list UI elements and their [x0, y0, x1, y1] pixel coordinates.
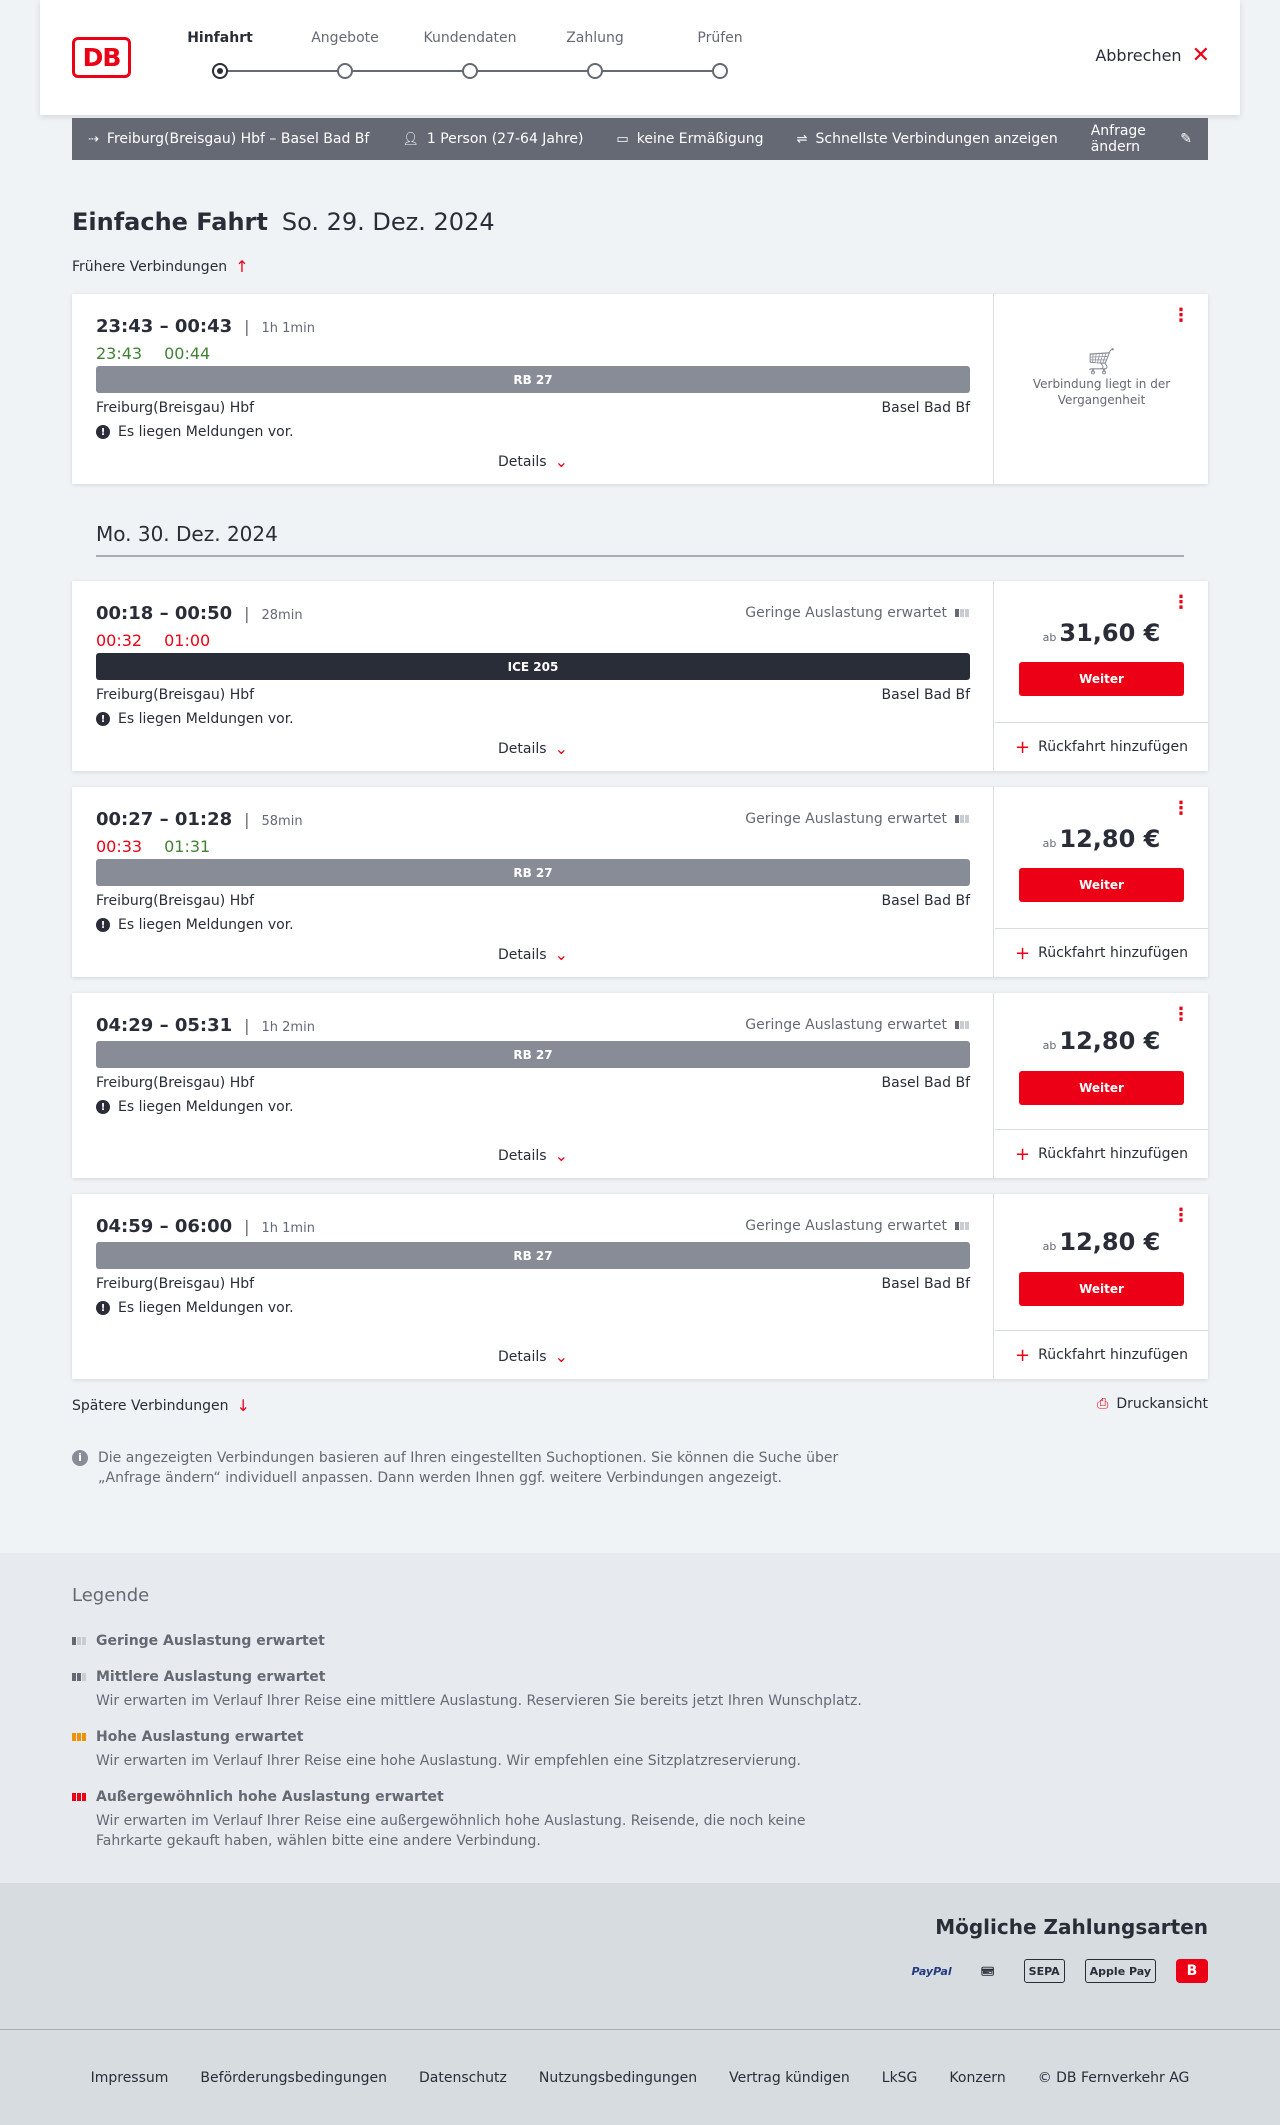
low-load-icon: [955, 1021, 969, 1029]
realtime-arrival: 01:31: [164, 837, 211, 856]
page-title: [72, 208, 495, 236]
later-connections-label: Spätere Verbindungen: [72, 1397, 229, 1414]
query-persons-text: 1 Person (27-64 Jahre): [426, 131, 584, 147]
continue-button[interactable]: Weiter: [1019, 662, 1184, 696]
past-text: Verbindung liegt in der Vergangenheit: [1032, 377, 1171, 407]
info-note: [72, 1448, 852, 1488]
step-label: Angebote: [311, 30, 379, 46]
legend-section: [0, 1553, 1280, 1883]
info-text: Die angezeigten Verbindungen basieren auf Ihren eingestellten Suchoptionen. Sie können die Suche über „Anfrage ändern“ individuell anpassen. Dann werden Ihnen ggf. weitere Verbindungen angezeigt.: [98, 1450, 839, 1486]
connection-card: [72, 787, 1208, 977]
legend-item-medium: [72, 1669, 972, 1711]
realtime-times: [96, 837, 210, 856]
connection-offer: [995, 581, 1208, 771]
arrow-down-icon: ↓: [236, 1396, 250, 1415]
price: [995, 825, 1208, 853]
connection-times: [96, 1216, 315, 1237]
footer-link-impressum[interactable]: Impressum: [90, 2069, 169, 2086]
payment-section: [0, 1883, 1280, 2029]
from-station: Freiburg(Breisgau) Hbf: [96, 1075, 255, 1091]
pencil-icon: ✎: [1180, 131, 1192, 147]
person-icon: 👤︎: [402, 131, 419, 147]
legend-item-desc: Wir erwarten im Verlauf Ihrer Reise eine außergewöhnlich hohe Auslastung. Reisende, die noch keine Fahrkarte gekauft haben, wählen bitte eine andere Verbindung.: [96, 1813, 806, 1849]
load-text: Geringe Auslastung erwartet: [745, 1017, 947, 1033]
query-persons: [402, 131, 583, 147]
stations: [96, 687, 970, 703]
legend-item-title: Hohe Auslastung erwartet: [96, 1729, 304, 1745]
step-hinfahrt: [150, 30, 290, 54]
details-toggle[interactable]: [72, 452, 994, 471]
query-discount: [616, 131, 763, 147]
past-notice: [995, 347, 1208, 408]
step-zahlung: [525, 30, 665, 54]
footer-link-nutzungsbedingungen[interactable]: Nutzungsbedingungen: [538, 2069, 698, 2086]
low-load-icon: [955, 1222, 969, 1230]
connection-card: [72, 1194, 1208, 1379]
cancel-label: Abbrechen: [1095, 46, 1182, 65]
footer-link-vertrag-kuendigen[interactable]: Vertrag kündigen: [729, 2069, 850, 2086]
details-toggle[interactable]: [72, 945, 994, 964]
duration: 28min: [261, 608, 303, 623]
duration: 1h 1min: [261, 321, 315, 336]
low-load-icon: [955, 609, 969, 617]
day-separator: Mo. 30. Dez. 2024: [96, 522, 1184, 557]
connection-times: [96, 1015, 315, 1036]
arrow-up-icon: ↑: [235, 257, 249, 276]
continue-button[interactable]: Weiter: [1019, 868, 1184, 902]
more-options-icon[interactable]: ⋮: [1172, 305, 1190, 326]
legend-item-desc: Wir erwarten im Verlauf Ihrer Reise eine hohe Auslastung. Wir empfehlen eine Sitzplatzreservierung.: [96, 1753, 801, 1769]
header: [40, 0, 1240, 115]
to-station: Basel Bad Bf: [881, 1075, 970, 1091]
separator: |: [244, 1217, 250, 1236]
legend-item-desc: Wir erwarten im Verlauf Ihrer Reise eine mittlere Auslastung. Reservieren Sie bereits jetzt Ihren Wunschplatz.: [96, 1693, 862, 1709]
connection-main: [72, 581, 994, 771]
realtime-arrival: 01:00: [164, 631, 211, 650]
add-return-label: Rückfahrt hinzufügen: [1038, 1347, 1188, 1363]
add-return-button[interactable]: [995, 1129, 1208, 1178]
to-station: Basel Bad Bf: [881, 1276, 970, 1292]
details-toggle[interactable]: [72, 1146, 994, 1165]
from-station: Freiburg(Breisgau) Hbf: [96, 1276, 255, 1292]
more-options-icon[interactable]: ⋮: [1172, 798, 1190, 819]
details-label: Details: [498, 453, 547, 470]
price-prefix: ab: [1042, 837, 1057, 850]
connection-offer: [995, 1194, 1208, 1379]
load-text: Geringe Auslastung erwartet: [745, 605, 947, 621]
query-option-text: Schnellste Verbindungen anzeigen: [815, 131, 1058, 147]
payment-title: Mögliche Zahlungsarten: [935, 1915, 1208, 1939]
from-station: Freiburg(Breisgau) Hbf: [96, 893, 255, 909]
price-prefix: ab: [1042, 1039, 1057, 1052]
paypal-icon: PayPal: [911, 1964, 952, 1978]
message-text: Es liegen Meldungen vor.: [118, 424, 294, 440]
exclamation-icon: !: [96, 1301, 110, 1315]
from-station: Freiburg(Breisgau) Hbf: [96, 687, 255, 703]
earlier-connections-label: Frühere Verbindungen: [72, 258, 228, 275]
price: [995, 619, 1208, 647]
connection-times: [96, 316, 315, 337]
chevron-down-icon: ⌄: [554, 1146, 568, 1165]
exclamation-icon: !: [96, 425, 110, 439]
legend-item-title: Mittlere Auslastung erwartet: [96, 1669, 326, 1685]
separator: |: [244, 1016, 250, 1035]
legend-item-title: Außergewöhnlich hohe Auslastung erwartet: [96, 1789, 444, 1805]
details-toggle[interactable]: [72, 739, 994, 758]
duration: 58min: [261, 814, 303, 829]
plus-icon: +: [1015, 942, 1031, 964]
load-indicator: [745, 1218, 969, 1234]
load-indicator: [745, 605, 969, 621]
details-label: Details: [498, 1348, 547, 1365]
payment-methods: [911, 1959, 1208, 1983]
stations: [96, 400, 970, 416]
connection-card: [72, 581, 1208, 771]
message-notice: [96, 1099, 294, 1115]
cart-icon: 🛒︎: [1084, 347, 1118, 377]
step-label: Kundendaten: [423, 30, 517, 46]
db-logo[interactable]: DB: [72, 37, 131, 78]
step-dot: [462, 63, 478, 79]
train-bar[interactable]: ICE 205: [96, 653, 970, 680]
load-indicator: [745, 1017, 969, 1033]
more-options-icon[interactable]: ⋮: [1172, 592, 1190, 613]
query-summary-bar: [72, 118, 1208, 160]
step-label: Hinfahrt: [187, 30, 253, 46]
time-range: 00:18 – 00:50: [96, 603, 233, 624]
time-range: 23:43 – 00:43: [96, 316, 233, 337]
query-option: [797, 131, 1058, 147]
legend-item-high: [72, 1729, 972, 1771]
exclamation-icon: !: [96, 712, 110, 726]
separator: |: [244, 810, 250, 829]
train-bar[interactable]: RB 27: [96, 1041, 970, 1068]
footer: [0, 2029, 1280, 2125]
realtime-arrival: 00:44: [164, 344, 211, 363]
connection-main: [72, 787, 994, 977]
price-value: 12,80 €: [1059, 1027, 1161, 1055]
add-return-button[interactable]: [995, 1330, 1208, 1379]
message-notice: [96, 711, 294, 727]
step-dot: [712, 63, 728, 79]
connection-card: [72, 294, 1208, 484]
step-dot: [587, 63, 603, 79]
chevron-down-icon: ⌄: [554, 739, 568, 758]
step-label: Zahlung: [566, 30, 624, 46]
edit-query-label: Anfrage ändern: [1090, 123, 1146, 155]
train-bar[interactable]: RB 27: [96, 366, 970, 393]
time-range: 00:27 – 01:28: [96, 809, 233, 830]
edit-query-button[interactable]: [1091, 123, 1192, 155]
realtime-departure: 00:32: [96, 631, 143, 650]
legend-title: Legende: [72, 1585, 150, 1606]
query-discount-text: keine Ermäßigung: [636, 131, 764, 147]
continue-button[interactable]: Weiter: [1019, 1071, 1184, 1105]
add-return-label: Rückfahrt hinzufügen: [1038, 945, 1188, 961]
trip-type: Einfache Fahrt: [72, 208, 268, 236]
exclamation-icon: !: [96, 1100, 110, 1114]
time-range: 04:59 – 06:00: [96, 1216, 233, 1237]
from-station: Freiburg(Breisgau) Hbf: [96, 400, 255, 416]
legend-item-very-high: [72, 1789, 852, 1851]
step-kundendaten: [400, 30, 540, 54]
train-bar[interactable]: RB 27: [96, 1242, 970, 1269]
to-station: Basel Bad Bf: [881, 400, 970, 416]
message-text: Es liegen Meldungen vor.: [118, 1300, 294, 1316]
info-icon: i: [72, 1450, 88, 1466]
connection-main: [72, 294, 994, 484]
plus-icon: +: [1015, 736, 1031, 758]
connection-offer: [995, 294, 1208, 484]
step-pruefen: [650, 30, 790, 54]
to-station: Basel Bad Bf: [881, 893, 970, 909]
realtime-times: [96, 344, 210, 363]
footer-copyright: © DB Fernverkehr AG: [1037, 2069, 1190, 2086]
connection-times: [96, 603, 303, 624]
details-label: Details: [498, 946, 547, 963]
connection-times: [96, 809, 303, 830]
chevron-down-icon: ⌄: [554, 452, 568, 471]
add-return-button[interactable]: [995, 722, 1208, 771]
realtime-times: [96, 631, 210, 650]
realtime-departure: 00:33: [96, 837, 143, 856]
plus-icon: +: [1015, 1344, 1031, 1366]
low-load-icon: [72, 1637, 88, 1645]
message-notice: [96, 424, 294, 440]
add-return-label: Rückfahrt hinzufügen: [1038, 1146, 1188, 1162]
message-text: Es liegen Meldungen vor.: [118, 1099, 294, 1115]
legend-item-low: [72, 1633, 972, 1649]
medium-load-icon: [72, 1673, 88, 1681]
legend-item-title: Geringe Auslastung erwartet: [96, 1633, 325, 1649]
sepa-icon: SEPA: [1024, 1959, 1065, 1983]
print-view-link[interactable]: [1097, 1396, 1208, 1412]
step-dot-active: [212, 63, 228, 79]
connection-offer: [995, 993, 1208, 1178]
price-value: 12,80 €: [1059, 1228, 1161, 1256]
connection-main: [72, 1194, 994, 1379]
stations: [96, 1276, 970, 1292]
high-load-icon: [72, 1733, 88, 1741]
time-range: 04:29 – 05:31: [96, 1015, 233, 1036]
price: [995, 1228, 1208, 1256]
connection-offer: [995, 787, 1208, 977]
cancel-button[interactable]: [1095, 42, 1210, 68]
query-route-text: Freiburg(Breisgau) Hbf – Basel Bad Bf: [106, 131, 370, 147]
train-bar[interactable]: RB 27: [96, 859, 970, 886]
card-icon: ▭: [616, 131, 629, 147]
progress-steps: [150, 30, 743, 90]
price-prefix: ab: [1042, 631, 1057, 644]
more-options-icon[interactable]: ⋮: [1172, 1205, 1190, 1226]
step-label: Prüfen: [697, 30, 743, 46]
print-view-label: Druckansicht: [1116, 1396, 1208, 1412]
details-label: Details: [498, 740, 547, 757]
more-options-icon[interactable]: ⋮: [1172, 1004, 1190, 1025]
separator: |: [244, 317, 250, 336]
to-station: Basel Bad Bf: [881, 687, 970, 703]
load-text: Geringe Auslastung erwartet: [745, 811, 947, 827]
very-high-load-icon: [72, 1793, 88, 1801]
separator: |: [244, 604, 250, 623]
low-load-icon: [955, 815, 969, 823]
load-text: Geringe Auslastung erwartet: [745, 1218, 947, 1234]
earlier-connections-link[interactable]: [72, 257, 249, 276]
step-angebote: [275, 30, 415, 54]
continue-button[interactable]: Weiter: [1019, 1272, 1184, 1306]
duration: 1h 2min: [261, 1020, 315, 1035]
message-notice: [96, 917, 294, 933]
price-value: 31,60 €: [1059, 619, 1161, 647]
duration: 1h 1min: [261, 1221, 315, 1236]
arrow-right-icon: ⇢: [88, 131, 99, 147]
details-label: Details: [498, 1147, 547, 1164]
printer-icon: ⎙: [1097, 1396, 1109, 1412]
stations: [96, 893, 970, 909]
realtime-departure: 23:43: [96, 344, 143, 363]
footer-link-datenschutz[interactable]: Datenschutz: [418, 2069, 507, 2086]
price-value: 12,80 €: [1059, 825, 1161, 853]
trip-date: So. 29. Dez. 2024: [281, 208, 495, 236]
connection-card: [72, 993, 1208, 1178]
message-text: Es liegen Meldungen vor.: [118, 711, 294, 727]
step-dot: [337, 63, 353, 79]
message-text: Es liegen Meldungen vor.: [118, 917, 294, 933]
add-return-label: Rückfahrt hinzufügen: [1038, 739, 1188, 755]
db-bonus-icon: B: [1176, 1959, 1208, 1983]
credit-card-icon: 💳︎: [980, 1964, 995, 1978]
chevron-down-icon: ⌄: [554, 1347, 568, 1366]
stations: [96, 1075, 970, 1091]
message-notice: [96, 1300, 294, 1316]
details-toggle[interactable]: [72, 1347, 994, 1366]
footer-link-konzern[interactable]: Konzern: [949, 2069, 1006, 2086]
load-indicator: [745, 811, 969, 827]
footer-link-lksg[interactable]: LkSG: [881, 2069, 918, 2086]
later-connections-link[interactable]: [72, 1396, 250, 1415]
query-route: [88, 131, 369, 147]
price-prefix: ab: [1042, 1240, 1057, 1253]
connection-main: [72, 993, 994, 1178]
apple-pay-icon: Apple Pay: [1085, 1959, 1156, 1983]
add-return-button[interactable]: [995, 928, 1208, 977]
plus-icon: +: [1015, 1143, 1031, 1165]
price: [995, 1027, 1208, 1055]
close-icon: ✕: [1191, 42, 1210, 68]
sliders-icon: ⇌: [796, 131, 808, 147]
chevron-down-icon: ⌄: [554, 945, 568, 964]
footer-link-befoerderungsbedingungen[interactable]: Beförderungsbedingungen: [200, 2069, 387, 2086]
exclamation-icon: !: [96, 918, 110, 932]
